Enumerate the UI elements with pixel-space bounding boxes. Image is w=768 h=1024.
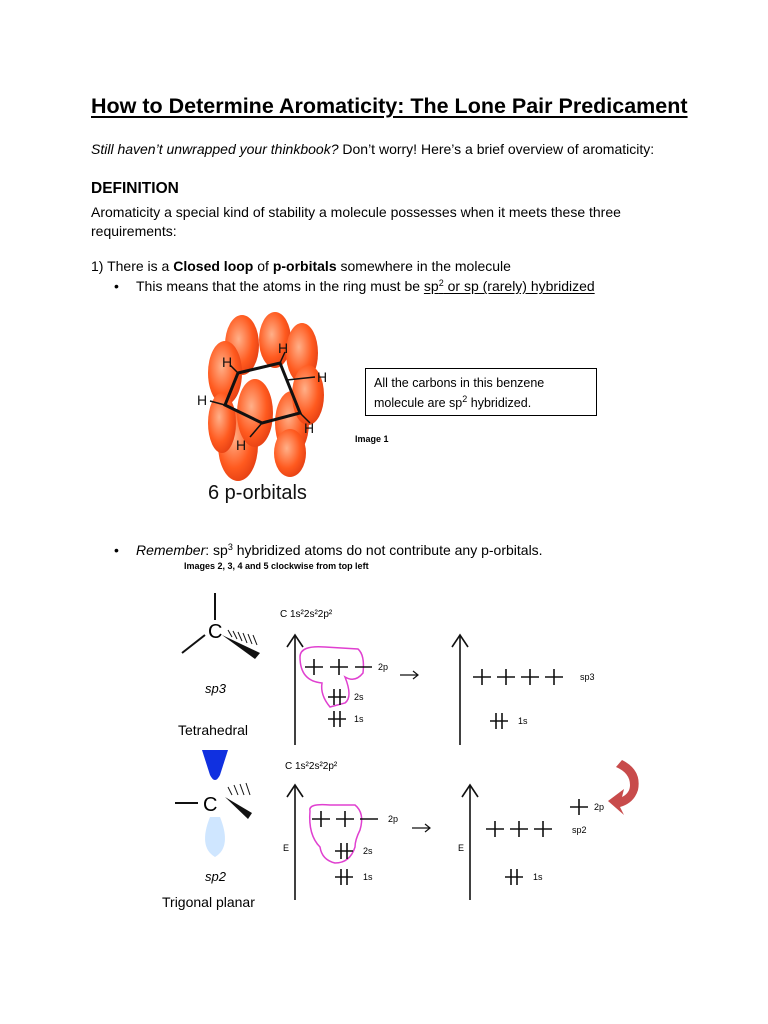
bullet1-rest: or sp (rarely) hybridized	[443, 278, 595, 294]
req-suffix: somewhere in the molecule	[336, 258, 511, 274]
energy-axis-left-top	[287, 635, 303, 745]
label-1s: 1s	[518, 716, 528, 726]
callout-text: All the carbons in this benzene molecule are sp	[374, 376, 545, 410]
requirement-1	[91, 258, 511, 274]
sp3-label: sp3	[205, 681, 226, 696]
intro-line	[91, 141, 654, 157]
label-2p: 2p	[378, 662, 389, 672]
req-closed-loop: Closed loop	[173, 258, 254, 274]
h-label: H	[197, 392, 208, 408]
label-2s: 2s	[354, 692, 364, 702]
image1-label: Image 1	[355, 434, 389, 444]
hybridization-figure	[150, 585, 650, 915]
bullet-dot: •	[114, 278, 119, 294]
bullet2-text: : sp	[205, 542, 228, 558]
label-1s: 1s	[533, 872, 543, 882]
bullet1-underlined	[424, 278, 595, 294]
bullet1-text: This means that the atoms in the ring must be	[136, 278, 424, 294]
arrow-icon	[412, 824, 430, 832]
images-caption: Images 2, 3, 4 and 5 clockwise from top left	[184, 561, 369, 571]
figure1-caption: 6 p-orbitals	[208, 482, 307, 504]
energy-label: E	[283, 843, 290, 853]
energy-axis-right-top	[452, 635, 468, 745]
req-p-orbitals: p-orbitals	[272, 258, 337, 274]
carbon-label: C	[203, 794, 218, 816]
bullet2-italic: Remember	[136, 542, 206, 558]
label-2p: 2p	[594, 802, 605, 812]
bullet-dot: •	[114, 542, 119, 558]
bullet-sp2-ring	[114, 278, 595, 294]
h-label: H	[236, 437, 247, 453]
bullet2-sup: 3	[227, 542, 233, 552]
bullet1-sup: 2	[438, 278, 444, 288]
orbital-lobes	[208, 312, 324, 481]
benzene-p-orbitals-figure	[190, 305, 360, 505]
label-sp2: sp2	[572, 825, 587, 835]
definition-text: Aromaticity a special kind of stability a molecule possesses when it meets these three requirements:	[91, 204, 621, 239]
highlight-loop	[310, 805, 362, 863]
h-label: H	[304, 420, 315, 436]
h-label: H	[317, 369, 328, 385]
config-label: C 1s²2s²2p²	[285, 761, 338, 772]
callout-text-end: hybridized.	[467, 396, 532, 410]
req-prefix: 1) There is a	[91, 258, 174, 274]
label-2p: 2p	[388, 814, 399, 824]
bullet1-sp: sp	[423, 278, 439, 294]
curved-arrow-icon	[608, 760, 639, 815]
sp2-label: sp2	[205, 869, 226, 884]
bullet2-text-end: hybridized atoms do not contribute any p-orbitals.	[232, 542, 543, 558]
callout-box	[365, 368, 597, 416]
definition-heading: DEFINITION	[91, 180, 179, 197]
bullet-sp3-note	[114, 542, 543, 558]
intro-rest: Don’t worry! Here’s a brief overview of aromaticity:	[338, 141, 655, 157]
energy-label: E	[458, 843, 465, 853]
req-mid: of	[253, 258, 273, 274]
energy-axis-right-bottom	[462, 785, 478, 900]
tetrahedral-label: Tetrahedral	[178, 722, 249, 738]
energy-axis-left-bottom	[287, 785, 303, 900]
h-label: H	[278, 340, 289, 356]
trigonal-label: Trigonal planar	[162, 894, 255, 910]
callout-sup: 2	[462, 394, 468, 404]
label-2s: 2s	[363, 846, 373, 856]
config-label: C 1s²2s²2p²	[280, 609, 333, 620]
page-title: How to Determine Aromaticity: The Lone Pair Predicament	[91, 94, 688, 118]
h-label: H	[222, 354, 233, 370]
carbon-label: C	[208, 621, 223, 643]
label-1s: 1s	[363, 872, 373, 882]
intro-italic: Still haven’t unwrapped your thinkbook?	[91, 141, 339, 157]
arrow-icon	[400, 671, 418, 679]
label-1s: 1s	[354, 714, 364, 724]
label-sp3: sp3	[580, 672, 595, 682]
